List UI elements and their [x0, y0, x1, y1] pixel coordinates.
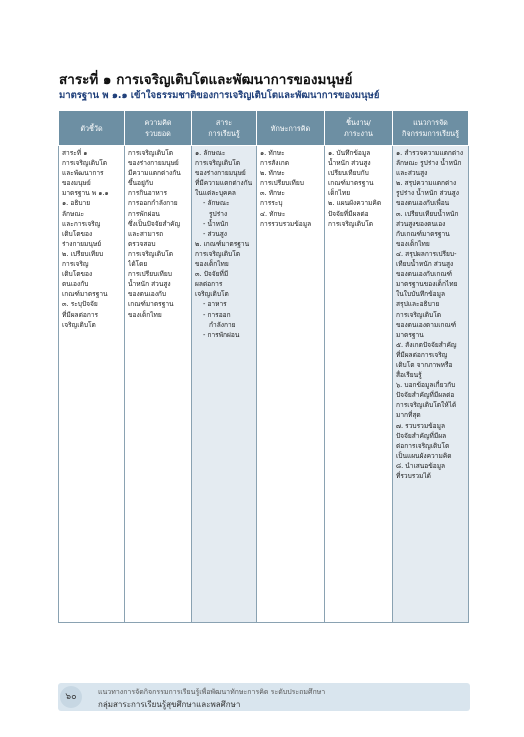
indicator-line: ของมนุษย์ — [62, 179, 91, 188]
standard-title: มาตรฐาน พ ๑.๑ เข้าใจธรรมชาติของการเจริญเติบโตและพัฒนาการของมนุษย์ — [59, 90, 380, 101]
indicator-line: ที่มีผลต่อการ — [62, 310, 99, 319]
indicator-line: ตนเองกับ — [62, 280, 89, 289]
indicator-line: ลักษณะ — [62, 209, 85, 218]
activities-line: ของเด็กไทย — [396, 239, 430, 248]
knowledge-line: ของร่างกายมนุษย์ — [128, 159, 179, 168]
activities-cell — [393, 146, 469, 623]
content-line: ที่มีความแตกต่างกัน — [195, 179, 253, 188]
task-line: น้ำหนัก ส่วนสูง — [328, 159, 371, 168]
indicator-line: เกณฑ์มาตรฐาน — [62, 290, 108, 299]
knowledge-line: ตรวจสอบ — [128, 239, 156, 248]
indicator-line: ๑. อธิบาย — [62, 199, 91, 208]
activities-line: ๗. รวบรวมข้อมูล — [396, 421, 446, 430]
content-line: กำลังกาย — [209, 320, 236, 329]
task-line: เกณฑ์มาตรฐาน — [328, 179, 374, 188]
content-line: ๑. ลักษณะ — [195, 149, 226, 157]
activities-line: ต่อการเจริญเติบโต — [396, 441, 450, 450]
activities-line: ๒. สรุปความแตกต่าง — [396, 179, 457, 188]
content-line: รูปร่าง — [209, 209, 228, 218]
table-row — [59, 146, 469, 623]
content-line: ๒. เกณฑ์มาตรฐาน — [195, 239, 250, 248]
activities-line: กับเกณฑ์มาตรฐาน — [396, 229, 450, 238]
knowledge-line: การกินอาหาร — [128, 189, 167, 198]
activities-line: ๕. สังเกตปัจจัยสำคัญ — [396, 340, 457, 349]
content-line: - การพักผ่อน — [203, 330, 240, 339]
task-cell — [325, 146, 393, 623]
thinking-line: การรวบรวมข้อมูล — [260, 219, 312, 228]
activities-line: และส่วนสูง — [396, 169, 428, 178]
content-line: ของร่างกายมนุษย์ — [195, 169, 246, 178]
activities-line: ของตนเองกับเพื่อน — [396, 199, 450, 208]
thinking-line: ๒. ทักษะ — [260, 169, 285, 178]
indicator-line: การเจริญเติบโต — [62, 159, 108, 168]
activities-line: สื่อเรียนรู้ — [396, 371, 422, 380]
activities-line: ปัจจัยสำคัญที่มีผล — [396, 431, 447, 440]
footer-subject: กลุ่มสาระการเรียนรู้สุขศึกษาและพลศึกษา — [98, 700, 241, 709]
activities-line: ๘. นำเสนอข้อมูล — [396, 461, 446, 470]
task-line: ๒. แผนผังความคิด — [328, 199, 382, 208]
thinking-line: ๑. ทักษะ — [260, 149, 285, 157]
thinking-line: ๔. ทักษะ — [260, 209, 286, 218]
task-line: เด็กไทย — [328, 189, 351, 198]
activities-line: ที่มีผลต่อการเจริญ — [396, 350, 448, 359]
knowledge-line: ได้โดย — [128, 260, 148, 269]
content-cell — [192, 146, 257, 623]
knowledge-line: ซึ่งเป็นปัจจัยสำคัญ — [128, 219, 181, 228]
indicator-line: การเจริญ — [62, 260, 89, 269]
knowledge-line: การพักผ่อน — [128, 209, 160, 218]
indicator-line: และการเจริญ — [62, 219, 101, 228]
activities-line: ส่วนสูงของตนเอง — [396, 219, 446, 228]
activities-line: เติบโต จากภาพหรือ — [396, 360, 453, 369]
activities-line: รูปร่าง น้ำหนัก ส่วนสูง — [396, 189, 459, 198]
activities-line: มาตรฐาน — [396, 330, 424, 339]
content-line: การเจริญเติบโต — [195, 159, 241, 168]
task-line: ๑. บันทึกข้อมูล — [328, 149, 371, 157]
knowledge-line: น้ำหนัก ส่วนสูง — [128, 280, 171, 289]
content-line: การเจริญเติบโต — [195, 249, 241, 258]
thinking-line: ๓. ทักษะ — [260, 189, 285, 198]
content-line: ของเด็กไทย — [195, 260, 229, 269]
indicator-line: สาระที่ ๑ — [62, 149, 88, 157]
table-header-row — [59, 111, 469, 146]
task-line: การเจริญเติบโต — [328, 219, 374, 228]
activities-line: การเจริญเติบโต — [396, 310, 442, 319]
header-knowledge: ความคิด รวบยอด — [125, 111, 192, 146]
content-line: - น้ำหนัก — [203, 219, 229, 228]
task-line: เปรียบเทียบกับ — [328, 169, 369, 178]
activities-line: ในใบบันทึกข้อมูล — [396, 290, 446, 299]
header-thinking: ทักษะการคิด — [257, 111, 325, 146]
task-line: ปัจจัยที่มีผลต่อ — [328, 209, 369, 218]
activities-line: สรุปและอธิบาย — [396, 300, 440, 309]
header-activities: แนวการจัด กิจกรรมการเรียนรู้ — [393, 111, 469, 146]
footer-book-title: แนวทางการจัดกิจกรรมการเรียนรู้เพื่อพัฒนาทักษะการคิด ระดับประถมศึกษา — [98, 688, 326, 696]
indicator-line: ๒. เปรียบเทียบ — [62, 249, 104, 258]
page-number: ๖๐ — [60, 686, 82, 708]
activities-line: เทียบน้ำหนัก ส่วนสูง — [396, 260, 454, 269]
thinking-line: การสังเกต — [260, 159, 290, 168]
indicator-line: มาตรฐาน พ ๑.๑ — [62, 189, 109, 198]
activities-line: มากที่สุด — [396, 411, 421, 420]
thinking-line: การเปรียบเทียบ — [260, 179, 304, 188]
content-line: ในแต่ละบุคคล — [195, 189, 236, 198]
indicator-cell — [59, 146, 125, 623]
knowledge-line: ของเด็กไทย — [128, 310, 162, 319]
header-task: ชิ้นงาน/ ภาระงาน — [325, 111, 393, 146]
content-line: - ส่วนสูง — [203, 229, 227, 238]
knowledge-line: การเจริญเติบโต — [128, 149, 174, 157]
activities-line: ๔. สรุปผลการเปรียบ- — [396, 249, 457, 258]
knowledge-line: ของตนเองกับ — [128, 290, 167, 299]
activities-line: ที่รวบรวมได้ — [396, 472, 431, 480]
activities-line: ๖. บอกข้อมูลเกี่ยวกับ — [396, 381, 456, 390]
knowledge-line: การเจริญเติบโต — [128, 249, 174, 258]
activities-line: ของตนเองตามเกณฑ์ — [396, 320, 457, 329]
activities-line: การเจริญเติบโตให้ได้ — [396, 401, 457, 410]
content-line: ๓. ปัจจัยที่มี — [195, 270, 229, 279]
knowledge-cell — [125, 146, 192, 623]
knowledge-line: การออกกำลังกาย — [128, 199, 178, 208]
knowledge-line: เกณฑ์มาตรฐาน — [128, 300, 174, 309]
strand-title: สาระที่ ๑ การเจริญเติบโตและพัฒนาการของมนุษย์ — [59, 72, 353, 88]
content-line: ผลต่อการ — [195, 280, 223, 289]
knowledge-line: ขึ้นอยู่กับ — [128, 179, 154, 188]
learning-table — [58, 110, 469, 623]
indicator-line: ๓. ระบุปัจจัย — [62, 300, 98, 309]
activities-line: ลักษณะ รูปร่าง น้ำหนัก — [396, 159, 462, 168]
activities-line: ของตนเองกับเกณฑ์ — [396, 270, 452, 279]
indicator-line: เติบโตของ — [62, 229, 93, 238]
activities-line: เป็นแผนผังความคิด — [396, 451, 452, 460]
knowledge-line: และสามารถ — [128, 229, 164, 238]
content-line: เจริญเติบโต — [195, 290, 229, 299]
indicator-line: และพัฒนาการ — [62, 169, 104, 178]
knowledge-line: การเปรียบเทียบ — [128, 270, 172, 279]
activities-line: ๓. เปรียบเทียบน้ำหนัก — [396, 209, 459, 218]
content-line: - ลักษณะ — [203, 199, 230, 208]
thinking-line: การระบุ — [260, 199, 283, 208]
activities-line: ปัจจัยสำคัญที่มีผลต่อ — [396, 391, 455, 400]
thinking-cell — [257, 146, 325, 623]
activities-line: มาตรฐานของเด็กไทย — [396, 280, 458, 289]
header-content: สาระ การเรียนรู้ — [192, 111, 257, 146]
indicator-line: เติบโตของ — [62, 270, 93, 279]
content-line: - อาหาร — [203, 300, 227, 309]
header-indicator: ตัวชี้วัด — [59, 111, 125, 146]
indicator-line: เจริญเติบโต — [62, 320, 96, 329]
content-line: - การออก — [203, 310, 231, 319]
indicator-line: ร่างกายมนุษย์ — [62, 239, 102, 248]
activities-line: ๑. สำรวจความแตกต่าง — [396, 149, 464, 157]
knowledge-line: มีความแตกต่างกัน — [128, 169, 181, 178]
